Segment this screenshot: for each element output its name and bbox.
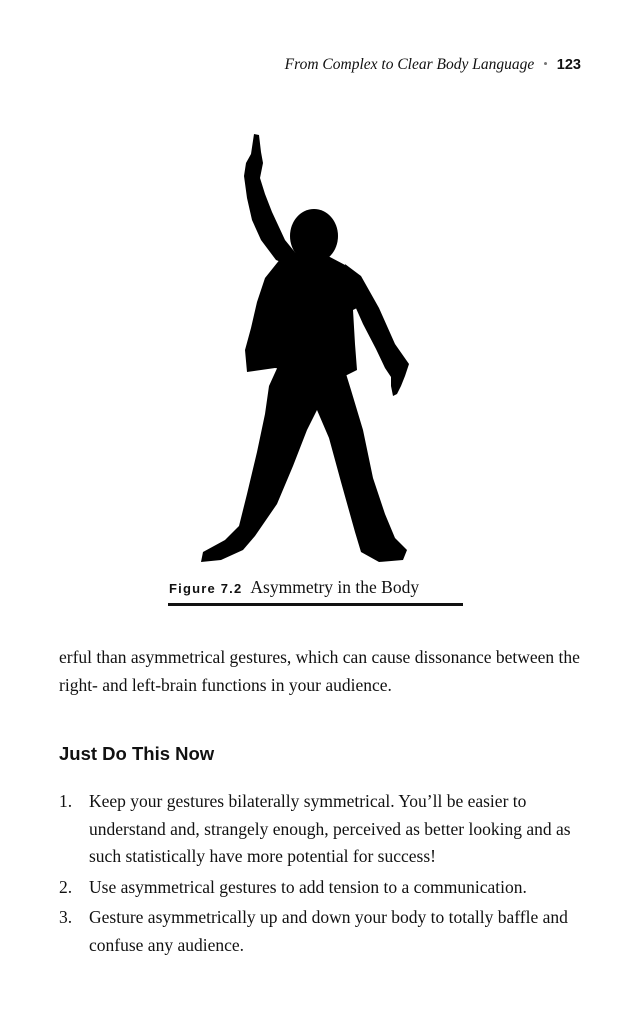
caption-rule [168, 603, 463, 606]
steps-list [59, 788, 581, 962]
figure-label: Figure 7.2 [169, 581, 243, 596]
list-item-text: Gesture asymmetrically up and down your body to totally baffle and confuse any audience. [89, 907, 568, 955]
list-item-number: 1. [59, 791, 73, 811]
list-item [59, 788, 581, 871]
list-item [59, 874, 581, 902]
page-number: 123 [556, 57, 581, 73]
list-item-text: Keep your gestures bilaterally symmetrical. You’ll be easier to understand and, strangely enough, perceived as better looking and as such statistically have more potential for success! [89, 791, 571, 866]
list-item-text: Use asymmetrical gestures to add tension to a communication. [89, 876, 527, 897]
body-paragraph: erful than asymmetrical gestures, which can cause dissonance between the right- and left-brain functions in your audience. [59, 647, 580, 695]
dancer-silhouette-image [195, 132, 415, 570]
running-head-bullet: • [543, 56, 548, 71]
section-heading: Just Do This Now [59, 743, 215, 764]
running-head-title: From Complex to Clear Body Language [284, 56, 535, 73]
figure-title: Asymmetry in the Body [250, 577, 420, 597]
figure-dancer-silhouette [195, 132, 415, 570]
running-head [285, 56, 581, 74]
figure-caption [169, 577, 419, 598]
list-item [59, 904, 581, 959]
list-item-number: 3. [59, 907, 73, 927]
list-item-number: 2. [59, 876, 73, 897]
